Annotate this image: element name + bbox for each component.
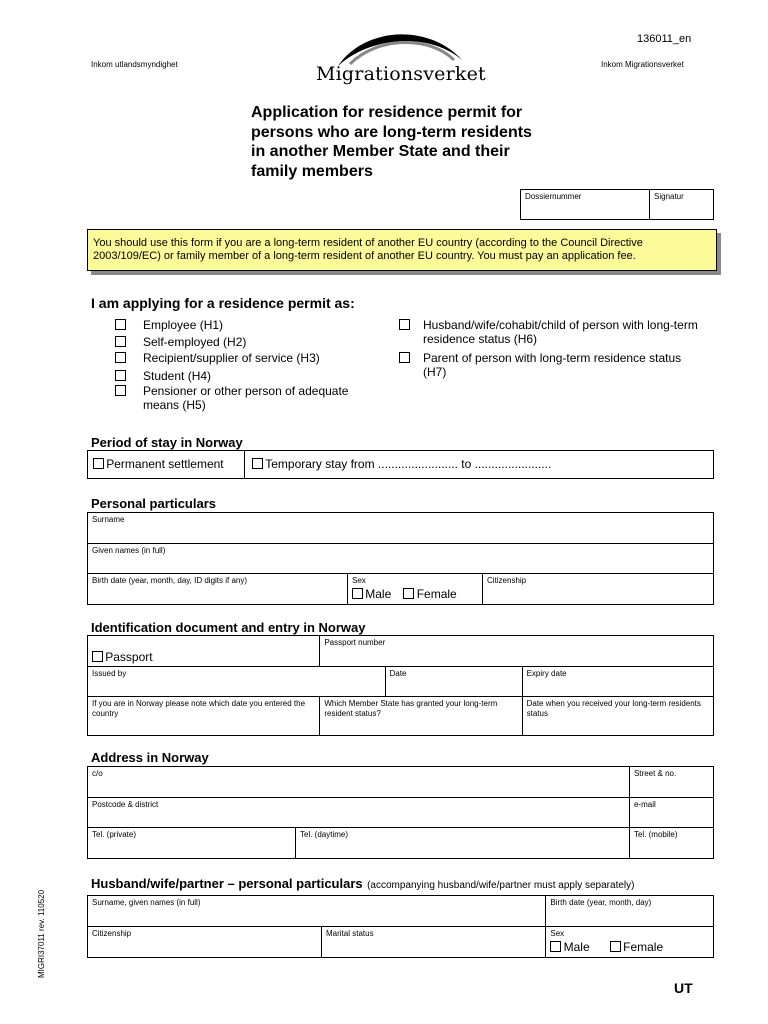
male-checkbox[interactable] — [550, 941, 561, 952]
logo-text: Migrationsverket — [316, 63, 486, 85]
permanent-label: Permanent settlement — [106, 457, 224, 471]
citizenship-field[interactable] — [483, 574, 714, 605]
checkbox[interactable] — [399, 352, 410, 363]
identification-table — [87, 635, 714, 736]
checkbox[interactable] — [399, 319, 410, 330]
option-label: Husband/wife/cohabit/child of person with long-term residence status (H6) — [423, 318, 698, 346]
identification-heading: Identification document and entry in Norway — [91, 620, 366, 635]
field-label: Tel. (mobile) — [633, 830, 678, 839]
checkbox[interactable] — [115, 370, 126, 381]
spouse-citizenship-field[interactable] — [88, 927, 322, 958]
female-label: Female — [623, 940, 664, 954]
field-label: Which Member State has granted your long-term resident status? — [324, 699, 498, 718]
field-label: Date — [389, 669, 407, 678]
notice-box — [87, 229, 717, 271]
field-label: Surname — [92, 515, 125, 524]
street-field[interactable] — [629, 767, 713, 798]
postcode-field[interactable] — [88, 798, 630, 828]
field-label: Surname, given names (in full) — [92, 898, 201, 907]
field-label: Birth date (year, month, day) — [550, 898, 652, 907]
male-label: Male — [563, 940, 590, 954]
option-h7[interactable] — [399, 351, 704, 379]
office-use-box — [520, 189, 714, 220]
female-checkbox[interactable] — [403, 588, 414, 599]
received-date-field[interactable] — [522, 697, 713, 736]
field-label: Sex — [550, 929, 565, 938]
option-label: Parent of person with long-term residence status (H7) — [423, 351, 682, 379]
field-label: Birth date (year, month, day, ID digits if any) — [92, 576, 248, 585]
checkbox[interactable] — [252, 458, 263, 469]
tel-daytime-field[interactable] — [296, 828, 630, 859]
period-heading: Period of stay in Norway — [91, 435, 243, 450]
spouse-heading-row — [91, 875, 634, 893]
page-title — [251, 103, 532, 181]
applying-heading: I am applying for a residence permit as: — [91, 295, 355, 311]
option-label: Employee (H1) — [143, 318, 224, 332]
given-names-field[interactable] — [88, 544, 714, 574]
field-label: Street & no. — [633, 769, 677, 778]
field-label: Citizenship — [92, 929, 132, 938]
co-field[interactable] — [88, 767, 630, 798]
field-label: Given names (in full) — [92, 546, 166, 555]
issued-by-field[interactable] — [88, 667, 386, 697]
spouse-name-field[interactable] — [88, 896, 546, 927]
option-h2[interactable] — [115, 335, 375, 349]
right-stamp-label: Inkom Migrationsverket — [601, 60, 684, 69]
female-label: Female — [416, 587, 457, 601]
personal-heading: Personal particulars — [91, 496, 216, 511]
signature-field[interactable] — [650, 190, 714, 220]
title-line: family members — [251, 162, 373, 180]
passport-label: Passport — [105, 650, 153, 664]
field-label: e-mail — [633, 800, 656, 809]
passport-number-field[interactable] — [320, 636, 714, 667]
field-label: If you are in Norway please note which date you entered the country — [92, 699, 306, 718]
checkbox[interactable] — [93, 458, 104, 469]
field-label: Tel. (daytime) — [300, 830, 349, 839]
dossier-number-field[interactable] — [521, 190, 650, 220]
female-checkbox[interactable] — [610, 941, 621, 952]
field-label: Date when you received your long-term residents status — [526, 699, 701, 718]
option-h6[interactable] — [399, 318, 704, 346]
field-label: c/o — [92, 769, 103, 778]
option-h4[interactable] — [115, 369, 375, 383]
male-label: Male — [365, 587, 392, 601]
period-table — [87, 450, 714, 479]
field-label: Expiry date — [526, 669, 567, 678]
member-state-field[interactable] — [320, 697, 522, 736]
title-line: persons who are long-term residents — [251, 123, 532, 141]
field-label: Postcode & district — [92, 800, 159, 809]
address-heading: Address in Norway — [91, 750, 209, 765]
spouse-table — [87, 895, 714, 958]
option-label: Recipient/supplier of service (H3) — [143, 351, 320, 365]
checkbox[interactable] — [115, 336, 126, 347]
left-stamp-label: Inkom utlandsmyndighet — [91, 60, 178, 69]
spouse-birth-field[interactable] — [546, 896, 714, 927]
notice-text: You should use this form if you are a long-term resident of another EU country (according to the Council Directive 2003/109/EC) or family member of a long-term resident of another EU country. You must pay an application fee. — [93, 237, 643, 262]
option-label: Student (H4) — [143, 369, 212, 383]
field-label: Citizenship — [487, 576, 527, 585]
field-label: Issued by — [92, 669, 127, 678]
birth-date-field[interactable] — [88, 574, 348, 605]
spouse-sex-field — [546, 927, 714, 958]
sex-field — [348, 574, 483, 605]
option-h3[interactable] — [115, 351, 375, 365]
tel-private-field[interactable] — [88, 828, 296, 859]
field-label: Sex — [352, 576, 366, 585]
entry-date-field[interactable] — [88, 697, 320, 736]
issue-date-field[interactable] — [385, 667, 522, 697]
temporary-label: Temporary stay from ........................ to ....................... — [265, 457, 552, 471]
dossier-label: Dossiernummer — [525, 192, 582, 201]
field-label: Tel. (private) — [92, 830, 137, 839]
option-label: Self-employed (H2) — [143, 335, 247, 349]
spouse-note: (accompanying husband/wife/partner must apply separately) — [367, 880, 635, 891]
spouse-heading: Husband/wife/partner – personal particulars — [91, 876, 363, 891]
email-field[interactable] — [629, 798, 713, 828]
checkbox[interactable] — [115, 319, 126, 330]
title-line: Application for residence permit for — [251, 104, 523, 121]
checkbox[interactable] — [115, 352, 126, 363]
page-mark: UT — [674, 980, 693, 996]
checkbox[interactable] — [115, 385, 126, 396]
personal-table — [87, 512, 714, 605]
field-label: Marital status — [326, 929, 374, 938]
checkbox[interactable] — [92, 651, 103, 662]
surname-field[interactable] — [88, 513, 714, 544]
signature-label: Signatur — [654, 192, 684, 201]
marital-status-field[interactable] — [322, 927, 546, 958]
field-label: Passport number — [324, 638, 386, 647]
permanent-option[interactable] — [88, 451, 245, 479]
document-code: 136011_en — [637, 33, 692, 45]
option-label: Pensioner or other person of adequate means (H5) — [143, 384, 349, 412]
option-h1[interactable] — [115, 318, 375, 332]
passport-option[interactable] — [88, 636, 320, 667]
temporary-option[interactable] — [245, 451, 714, 479]
form-revision-code: MIGRI37011 rev. 110520 — [37, 889, 46, 978]
title-line: in another Member State and their — [251, 143, 510, 160]
address-table — [87, 766, 714, 859]
male-checkbox[interactable] — [352, 588, 363, 599]
tel-mobile-field[interactable] — [629, 828, 713, 859]
expiry-date-field[interactable] — [522, 667, 713, 697]
option-h5[interactable] — [115, 384, 365, 412]
